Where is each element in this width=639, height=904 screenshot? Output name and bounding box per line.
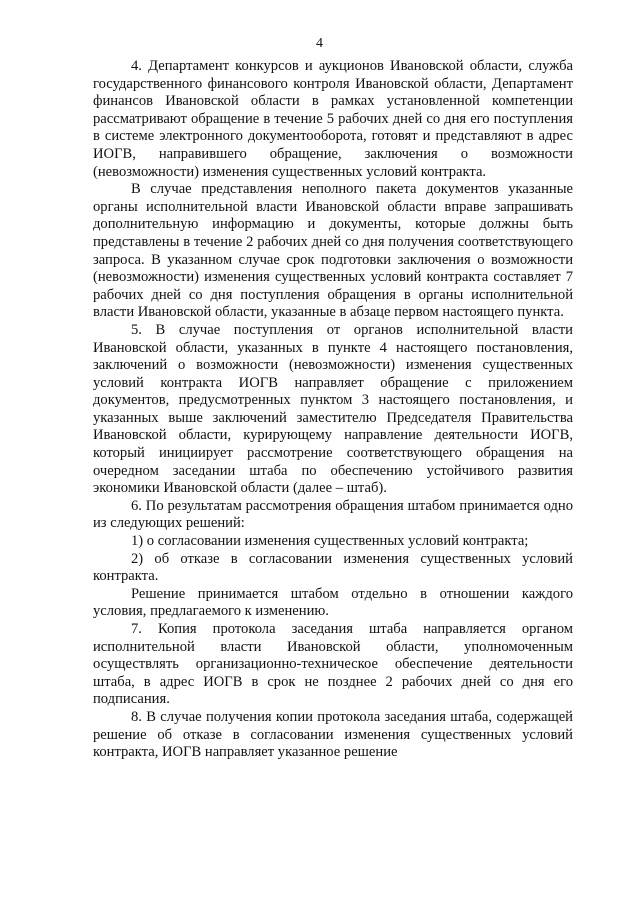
paragraph-decision-note: Решение принимается штабом отдельно в отношении каждого условия, предлагаемого к изменению. xyxy=(93,585,573,620)
paragraph-item-8: 8. В случае получения копии протокола заседания штаба, содержащей решение об отказе в согласовании изменения существенных условий контракта, ИОГВ направляет указанное решение xyxy=(93,708,573,761)
paragraph-item-6: 6. По результатам рассмотрения обращения штабом принимается одно из следующих решений: xyxy=(93,497,573,532)
document-body xyxy=(93,58,573,762)
paragraph-item-4-incomplete-docs: В случае представления неполного пакета документов указанные органы исполнительной власти Ивановской области вправе запрашивать дополнительную информацию и документы, которые должны быть представлены в течение 2 рабочих дней со дня получения соответствующего запроса. В указанном случае срок подготовки заключения о возможности (невозможности) изменения существенных условий контракта составляет 7 рабочих дней со дня поступления обращения в органы исполнительной власти Ивановской области, указанные в абзаце первом настоящего пункта. xyxy=(93,181,573,321)
page-number: 4 xyxy=(316,36,323,51)
paragraph-item-5: 5. В случае поступления от органов исполнительной власти Ивановской области, указанных в пункте 4 настоящего постановления, заключений о возможности (невозможности) изменения существенных условий контракта ИОГВ направляет обращение с приложением документов, предусмотренных пунктом 3 настоящего постановления, и указанных выше заключений заместителю Председателя Правительства Ивановской области, курирующему направление деятельности ИОГВ, который инициирует рассмотрение соответствующего обращения на очередном заседании штаба по обеспечению устойчивого развития экономики Ивановской области (далее – штаб). xyxy=(93,321,573,497)
paragraph-item-4: 4. Департамент конкурсов и аукционов Ивановской области, служба государственного финансового контроля Ивановской области, Департамент финансов Ивановской области в рамках установленной компетенции рассматривают обращение в течение 5 рабочих дней со дня его поступления в системе электронного документооборота, готовят и представляют в адрес ИОГВ, направившего обращение, заключения о возможности (невозможности) изменения существенных условий контракта. xyxy=(93,58,573,180)
paragraph-item-7: 7. Копия протокола заседания штаба направляется органом исполнительной власти Ивановской области, уполномоченным осуществлять организационно-техническое обеспечение деятельности штаба, в адрес ИОГВ в срок не позднее 2 рабочих дней со дня его подписания. xyxy=(93,621,573,708)
paragraph-decision-2: 2) об отказе в согласовании изменения существенных условий контракта. xyxy=(93,550,573,585)
paragraph-decision-1: 1) о согласовании изменения существенных условий контракта; xyxy=(131,533,529,550)
